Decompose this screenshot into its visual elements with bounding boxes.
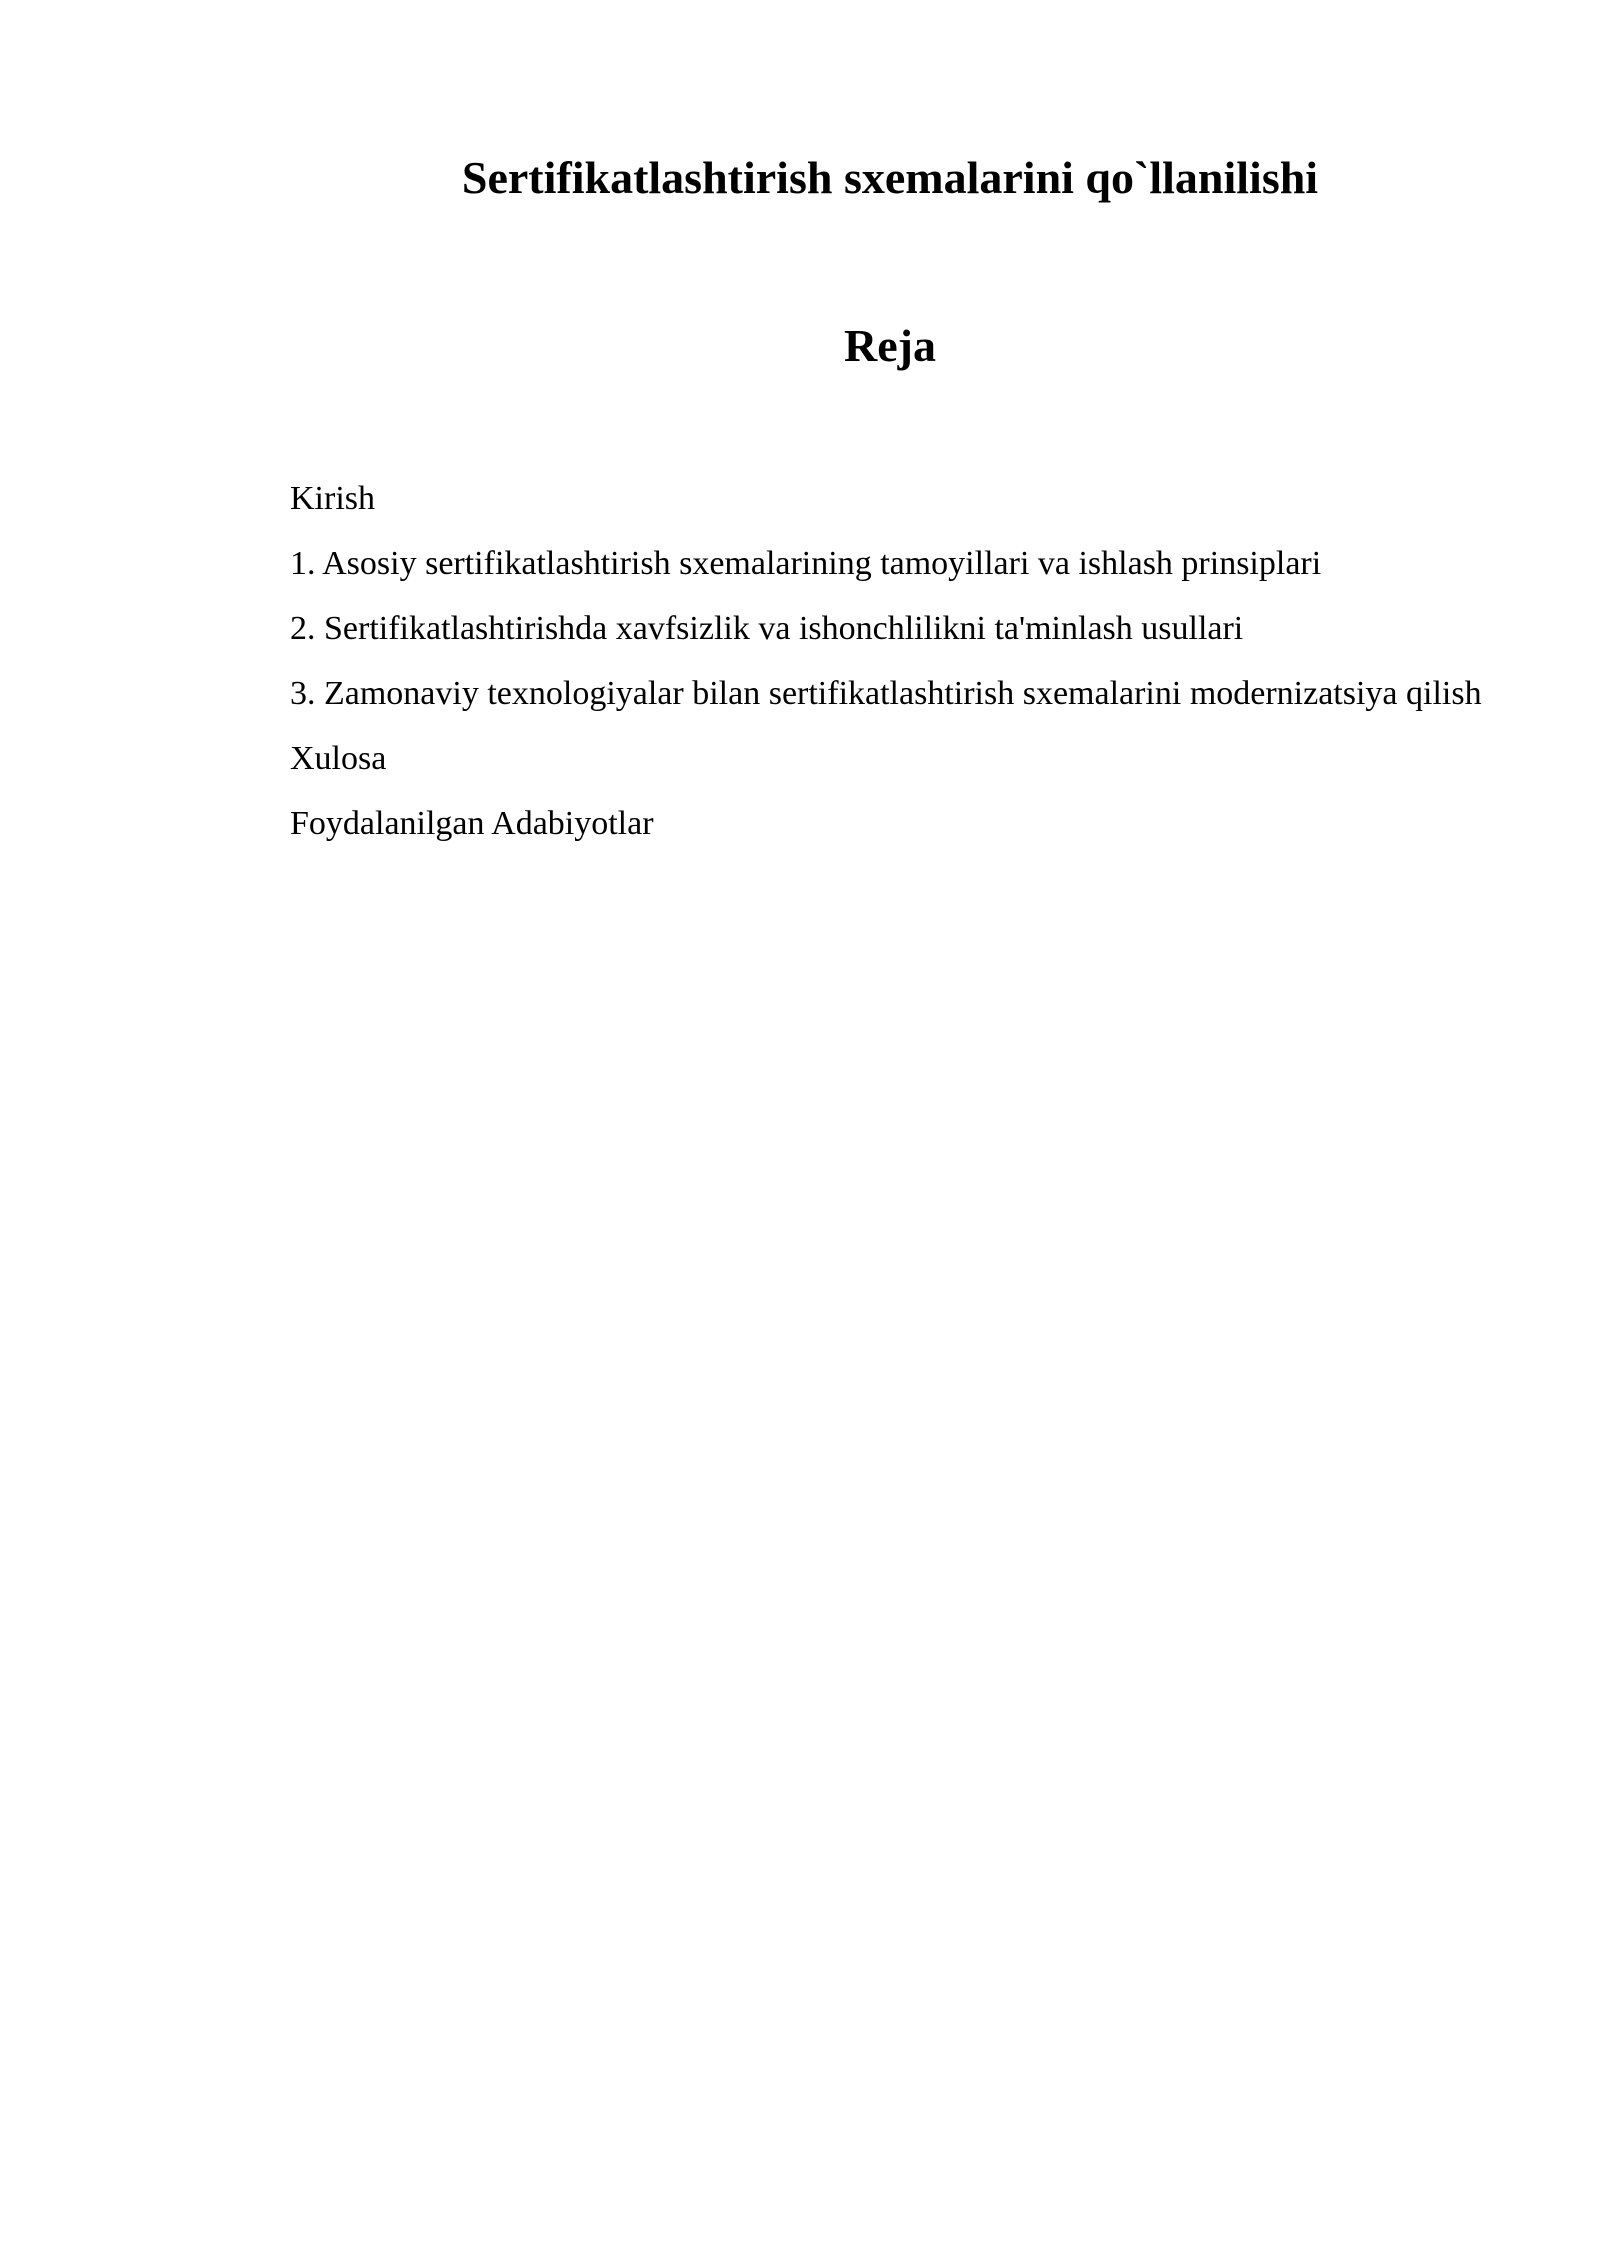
plan-item-1: 1. Asosiy sertifikatlashtirish sxemalarining tamoyillari va ishlash prinsiplari bbox=[290, 545, 1322, 582]
plan-item-3: 3. Zamonaviy texnologiyalar bilan sertifikatlashtirish sxemalarini modernizatsiya qilish bbox=[290, 675, 1482, 712]
plan-item-2: 2. Sertifikatlashtirishda xavfsizlik va ishonchlilikni ta'minlash usullari bbox=[290, 610, 1244, 647]
plan-item-intro: Kirish bbox=[290, 480, 375, 517]
plan-item-references: Foydalanilgan Adabiyotlar bbox=[290, 805, 654, 842]
plan-heading: Reja bbox=[844, 320, 936, 371]
document-title: Sertifikatlashtirish sxemalarini qo`llanilishi bbox=[461, 152, 1319, 203]
plan-item-conclusion: Xulosa bbox=[290, 740, 387, 777]
plan-list bbox=[290, 466, 1490, 856]
